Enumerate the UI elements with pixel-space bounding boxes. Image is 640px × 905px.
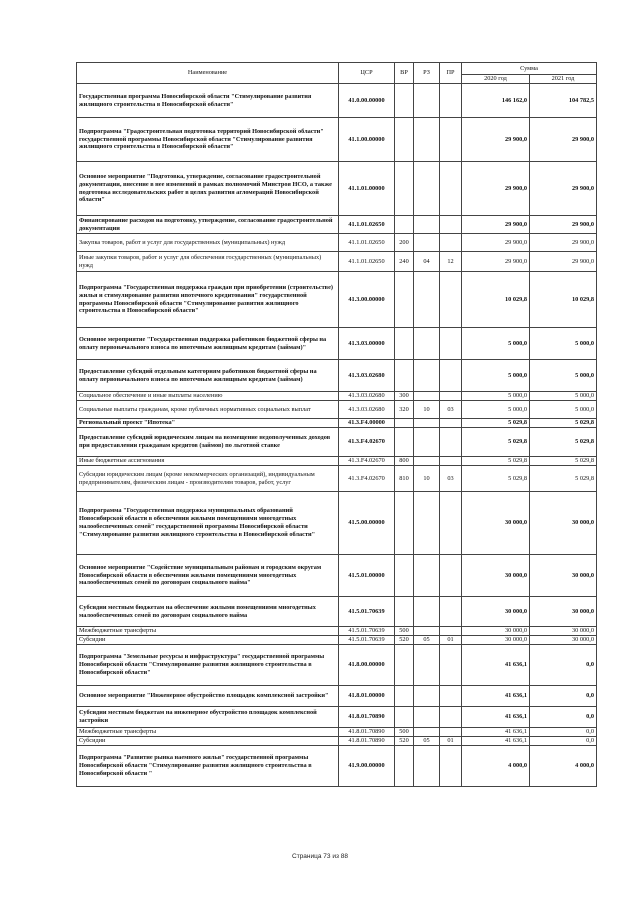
page-number: Страница 73 из 88 <box>292 853 348 860</box>
cell-rz <box>414 707 440 728</box>
cell-sum-2021: 29 900,0 <box>530 234 597 252</box>
cell-csr: 41.3.03.02680 <box>339 401 395 419</box>
cell-sum-2021: 5 029,8 <box>530 466 597 492</box>
header-year-2020: 2020 год <box>462 75 530 84</box>
cell-rz: 10 <box>414 401 440 419</box>
cell-pr: 12 <box>440 252 462 272</box>
cell-sum-2021: 10 029,8 <box>530 272 597 328</box>
cell-vr: 320 <box>395 401 414 419</box>
cell-csr: 41.1.01.02650 <box>339 234 395 252</box>
cell-sum-2021: 104 782,5 <box>530 84 597 118</box>
cell-vr: 300 <box>395 392 414 401</box>
cell-sum-2021: 29 900,0 <box>530 118 597 162</box>
cell-name: Основное мероприятие "Инженерное обустройство площадок комплексной застройки" <box>77 686 339 707</box>
cell-sum-2021: 29 900,0 <box>530 216 597 234</box>
table-row <box>77 728 597 737</box>
header-sum: Сумма <box>462 63 597 75</box>
cell-pr: 03 <box>440 401 462 419</box>
table-row <box>77 466 597 492</box>
cell-sum-2020: 29 900,0 <box>462 162 530 216</box>
cell-sum-2020: 30 000,0 <box>462 636 530 645</box>
cell-vr: 500 <box>395 627 414 636</box>
table-row <box>77 328 597 360</box>
cell-pr: 01 <box>440 636 462 645</box>
cell-vr <box>395 492 414 555</box>
cell-sum-2020: 29 900,0 <box>462 234 530 252</box>
cell-csr: 41.5.01.70639 <box>339 597 395 627</box>
cell-rz <box>414 686 440 707</box>
cell-csr: 41.5.00.00000 <box>339 492 395 555</box>
cell-vr <box>395 555 414 597</box>
cell-rz <box>414 746 440 787</box>
cell-vr: 810 <box>395 466 414 492</box>
table-header <box>77 63 597 84</box>
cell-rz <box>414 118 440 162</box>
cell-sum-2021: 5 000,0 <box>530 328 597 360</box>
table-row <box>77 737 597 746</box>
cell-csr: 41.1.01.02650 <box>339 252 395 272</box>
cell-sum-2021: 29 900,0 <box>530 162 597 216</box>
cell-csr: 41.3.F4.02670 <box>339 466 395 492</box>
table-row <box>77 234 597 252</box>
cell-vr: 800 <box>395 457 414 466</box>
cell-vr <box>395 118 414 162</box>
cell-vr <box>395 645 414 686</box>
cell-name: Социальные выплаты гражданам, кроме публичных нормативных социальных выплат <box>77 401 339 419</box>
cell-rz <box>414 392 440 401</box>
cell-rz <box>414 234 440 252</box>
cell-name: Предоставление субсидий отдельным категориям работников бюджетной сферы на оплату первоначального взноса по ипотечным жилищным кредитам (займам) <box>77 360 339 392</box>
cell-rz <box>414 627 440 636</box>
cell-vr <box>395 428 414 457</box>
cell-name: Субсидии <box>77 636 339 645</box>
cell-sum-2020: 30 000,0 <box>462 627 530 636</box>
cell-sum-2020: 30 000,0 <box>462 555 530 597</box>
cell-vr <box>395 162 414 216</box>
cell-sum-2021: 5 029,8 <box>530 419 597 428</box>
cell-vr <box>395 419 414 428</box>
cell-name: Подпрограмма "Земельные ресурсы и инфраструктура" государственной программы Новосибирской области "Стимулирование развития жилищного строительства в Новосибирской области" <box>77 645 339 686</box>
cell-csr: 41.1.01.02650 <box>339 216 395 234</box>
cell-vr <box>395 746 414 787</box>
cell-csr: 41.3.03.02680 <box>339 360 395 392</box>
cell-name: Подпрограмма "Государственная поддержка граждан при приобретении (строительстве) жилья и стимулирование развития ипотечного кредитования" государственной программы Новосибирской области "Стимулирование развития жилищного строительства в Новосибирской области" <box>77 272 339 328</box>
cell-sum-2021: 0,0 <box>530 728 597 737</box>
cell-rz <box>414 272 440 328</box>
cell-sum-2020: 41 636,1 <box>462 728 530 737</box>
cell-csr: 41.8.01.70890 <box>339 707 395 728</box>
cell-sum-2021: 0,0 <box>530 707 597 728</box>
cell-vr <box>395 216 414 234</box>
cell-name: Закупка товаров, работ и услуг для государственных (муниципальных) нужд <box>77 234 339 252</box>
cell-rz <box>414 428 440 457</box>
cell-csr: 41.9.00.00000 <box>339 746 395 787</box>
cell-sum-2020: 29 900,0 <box>462 252 530 272</box>
table-row <box>77 627 597 636</box>
cell-sum-2020: 5 000,0 <box>462 360 530 392</box>
cell-pr <box>440 272 462 328</box>
cell-sum-2020: 41 636,1 <box>462 737 530 746</box>
cell-csr: 41.8.01.00000 <box>339 686 395 707</box>
cell-csr: 41.3.F4.02670 <box>339 428 395 457</box>
cell-rz <box>414 419 440 428</box>
cell-sum-2020: 5 029,8 <box>462 457 530 466</box>
cell-sum-2020: 5 000,0 <box>462 328 530 360</box>
cell-csr: 41.0.00.00000 <box>339 84 395 118</box>
cell-sum-2021: 29 900,0 <box>530 252 597 272</box>
table-row <box>77 360 597 392</box>
table-row <box>77 645 597 686</box>
table-row <box>77 597 597 627</box>
cell-vr: 500 <box>395 728 414 737</box>
cell-sum-2020: 30 000,0 <box>462 492 530 555</box>
cell-csr: 41.3.F4.00000 <box>339 419 395 428</box>
budget-table <box>76 62 597 787</box>
header-csr: ЦСР <box>339 63 395 84</box>
cell-pr <box>440 457 462 466</box>
cell-sum-2021: 30 000,0 <box>530 555 597 597</box>
cell-pr <box>440 627 462 636</box>
cell-csr: 41.5.01.70639 <box>339 627 395 636</box>
cell-rz <box>414 457 440 466</box>
cell-rz: 05 <box>414 636 440 645</box>
cell-pr <box>440 597 462 627</box>
cell-sum-2021: 4 000,0 <box>530 746 597 787</box>
cell-csr: 41.3.03.00000 <box>339 328 395 360</box>
cell-vr: 240 <box>395 252 414 272</box>
cell-sum-2021: 30 000,0 <box>530 492 597 555</box>
cell-sum-2020: 41 636,1 <box>462 707 530 728</box>
cell-name: Социальное обеспечение и иные выплаты населению <box>77 392 339 401</box>
cell-rz: 04 <box>414 252 440 272</box>
cell-vr: 200 <box>395 234 414 252</box>
table-row <box>77 272 597 328</box>
table-row <box>77 118 597 162</box>
cell-name: Субсидии местным бюджетам на инженерное обустройство площадок комплексной застройки <box>77 707 339 728</box>
cell-vr <box>395 707 414 728</box>
cell-sum-2021: 0,0 <box>530 737 597 746</box>
cell-sum-2021: 0,0 <box>530 645 597 686</box>
table-row <box>77 707 597 728</box>
cell-sum-2021: 5 029,8 <box>530 428 597 457</box>
cell-pr: 03 <box>440 466 462 492</box>
cell-name: Подпрограмма "Государственная поддержка муниципальных образований Новосибирской области в обеспечении жилыми помещениями многодетных малообеспеченных семей" государственной программы Новосибирской области "Стимулирование развития жилищного строительства в Новосибирской области" <box>77 492 339 555</box>
table-row <box>77 492 597 555</box>
cell-rz <box>414 360 440 392</box>
table-row <box>77 252 597 272</box>
cell-pr <box>440 492 462 555</box>
header-year-2021: 2021 год <box>530 75 597 84</box>
cell-pr <box>440 234 462 252</box>
header-vr: ВР <box>395 63 414 84</box>
cell-csr: 41.5.01.00000 <box>339 555 395 597</box>
cell-name: Основное мероприятие "Подготовка, утверждение, согласование градостроительной документации, внесение в нее изменений в рамках полномочий Минстроя НСО, а также подготовка исследовательских работ в целях развития агломераций Новосибирской области" <box>77 162 339 216</box>
cell-pr <box>440 746 462 787</box>
cell-pr <box>440 419 462 428</box>
cell-pr <box>440 328 462 360</box>
cell-sum-2020: 41 636,1 <box>462 645 530 686</box>
cell-csr: 41.8.00.00000 <box>339 645 395 686</box>
cell-name: Основное мероприятие "Содействие муниципальным районам и городским округам Новосибирской области в обеспечении жилыми помещениями многодетных малообеспеченных семей по договорам социального найма" <box>77 555 339 597</box>
cell-name: Иные закупки товаров, работ и услуг для обеспечения государственных (муниципальных) нужд <box>77 252 339 272</box>
cell-name: Субсидии юридическим лицам (кроме некоммерческих организаций), индивидуальным предпринимателям, физическим лицам - производителям товаров, работ, услуг <box>77 466 339 492</box>
cell-sum-2020: 29 900,0 <box>462 118 530 162</box>
cell-sum-2020: 5 029,8 <box>462 428 530 457</box>
cell-vr <box>395 272 414 328</box>
cell-vr: 520 <box>395 737 414 746</box>
cell-vr <box>395 597 414 627</box>
cell-name: Основное мероприятие "Государственная поддержка работников бюджетной сферы на оплату первоначального взноса по ипотечным жилищным кредитам (займам)" <box>77 328 339 360</box>
cell-pr <box>440 118 462 162</box>
cell-sum-2020: 5 029,8 <box>462 419 530 428</box>
cell-sum-2021: 5 000,0 <box>530 360 597 392</box>
table-body <box>77 84 597 787</box>
table-row <box>77 428 597 457</box>
cell-csr: 41.1.00.00000 <box>339 118 395 162</box>
cell-name: Иные бюджетные ассигнования <box>77 457 339 466</box>
cell-csr: 41.1.01.00000 <box>339 162 395 216</box>
header-name: Наименование <box>77 63 339 84</box>
cell-name: Субсидии <box>77 737 339 746</box>
cell-sum-2021: 0,0 <box>530 686 597 707</box>
cell-pr <box>440 707 462 728</box>
cell-pr <box>440 728 462 737</box>
cell-sum-2021: 30 000,0 <box>530 636 597 645</box>
cell-name: Региональный проект "Ипотека" <box>77 419 339 428</box>
cell-name: Межбюджетные трансферты <box>77 728 339 737</box>
cell-name: Субсидии местным бюджетам на обеспечение жилыми помещениями многодетных малообеспеченных семей по договорам социального найма <box>77 597 339 627</box>
cell-vr <box>395 328 414 360</box>
table-row <box>77 746 597 787</box>
cell-sum-2021: 5 000,0 <box>530 392 597 401</box>
table-row <box>77 162 597 216</box>
cell-csr: 41.5.01.70639 <box>339 636 395 645</box>
table-row <box>77 419 597 428</box>
cell-pr <box>440 162 462 216</box>
cell-sum-2020: 10 029,8 <box>462 272 530 328</box>
cell-sum-2020: 5 000,0 <box>462 401 530 419</box>
cell-csr: 41.8.01.70890 <box>339 737 395 746</box>
cell-csr: 41.8.01.70890 <box>339 728 395 737</box>
cell-pr <box>440 360 462 392</box>
cell-name: Предоставление субсидий юридическим лицам на возмещение недополученных доходов при предоставлении гражданам кредитов (займов) по льготной ставке <box>77 428 339 457</box>
cell-sum-2020: 146 162,0 <box>462 84 530 118</box>
cell-name: Государственная программа Новосибирской области "Стимулирование развития жилищного строительства в Новосибирской области" <box>77 84 339 118</box>
table-row <box>77 84 597 118</box>
cell-sum-2021: 30 000,0 <box>530 627 597 636</box>
cell-sum-2020: 30 000,0 <box>462 597 530 627</box>
cell-rz <box>414 216 440 234</box>
cell-rz <box>414 645 440 686</box>
cell-csr: 41.3.F4.02670 <box>339 457 395 466</box>
table-row <box>77 401 597 419</box>
table-row <box>77 686 597 707</box>
table-row <box>77 457 597 466</box>
cell-csr: 41.3.03.02680 <box>339 392 395 401</box>
cell-pr <box>440 216 462 234</box>
cell-rz <box>414 555 440 597</box>
cell-sum-2020: 29 900,0 <box>462 216 530 234</box>
cell-pr <box>440 686 462 707</box>
cell-sum-2020: 5 000,0 <box>462 392 530 401</box>
cell-sum-2021: 30 000,0 <box>530 597 597 627</box>
cell-pr <box>440 84 462 118</box>
cell-name: Финансирование расходов на подготовку, утверждение, согласование градостроительной документации <box>77 216 339 234</box>
cell-vr <box>395 686 414 707</box>
cell-vr: 520 <box>395 636 414 645</box>
cell-vr <box>395 360 414 392</box>
cell-rz <box>414 328 440 360</box>
table-row <box>77 636 597 645</box>
cell-csr: 41.3.00.00000 <box>339 272 395 328</box>
cell-pr <box>440 645 462 686</box>
cell-pr <box>440 392 462 401</box>
cell-vr <box>395 84 414 118</box>
cell-rz <box>414 492 440 555</box>
cell-name: Межбюджетные трансферты <box>77 627 339 636</box>
cell-sum-2020: 4 000,0 <box>462 746 530 787</box>
cell-sum-2020: 5 029,8 <box>462 466 530 492</box>
cell-name: Подпрограмма "Развитие рынка наемного жилья" государственной программы Новосибирской области "Стимулирование развития жилищного строительства в Новосибирской области " <box>77 746 339 787</box>
cell-rz <box>414 728 440 737</box>
cell-rz: 05 <box>414 737 440 746</box>
cell-rz: 10 <box>414 466 440 492</box>
cell-name: Подпрограмма "Градостроительная подготовка территорий Новосибирской области" государственной программы Новосибирской области "Стимулирование развития жилищного строительства в Новосибирской области" <box>77 118 339 162</box>
cell-sum-2020: 41 636,1 <box>462 686 530 707</box>
cell-rz <box>414 162 440 216</box>
header-rz: РЗ <box>414 63 440 84</box>
table-row <box>77 555 597 597</box>
cell-rz <box>414 84 440 118</box>
cell-pr: 01 <box>440 737 462 746</box>
cell-pr <box>440 428 462 457</box>
cell-pr <box>440 555 462 597</box>
table-row <box>77 216 597 234</box>
cell-rz <box>414 597 440 627</box>
header-pr: ПР <box>440 63 462 84</box>
table-row <box>77 392 597 401</box>
cell-sum-2021: 5 000,0 <box>530 401 597 419</box>
cell-sum-2021: 5 029,8 <box>530 457 597 466</box>
